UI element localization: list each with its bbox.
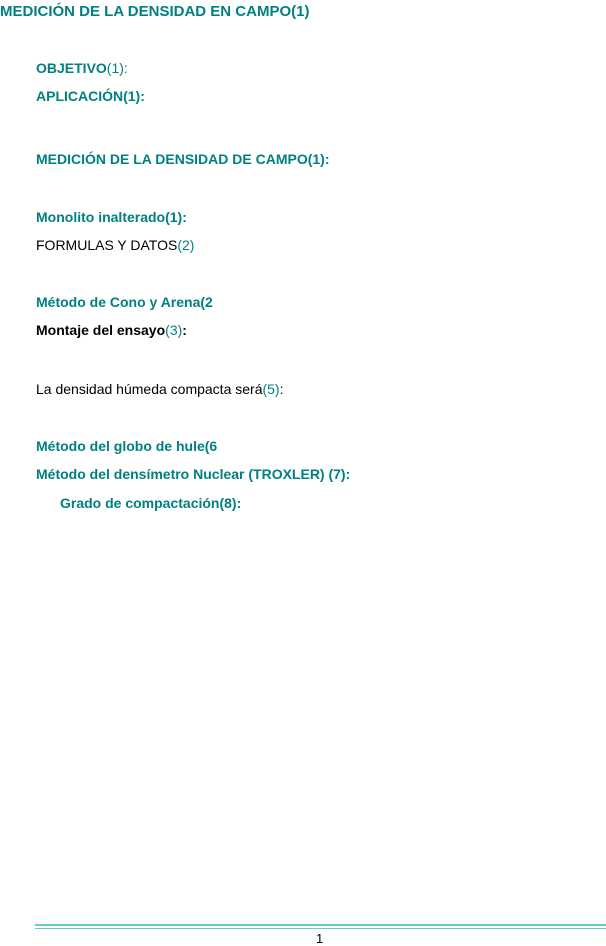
densimetro-heading: Método del densímetro Nuclear (TROXLER) (7): xyxy=(36,466,351,482)
grado-heading: Grado de compactación(8): xyxy=(60,495,242,511)
formulas-ref: (2) xyxy=(177,237,195,253)
footer-rule-thick xyxy=(35,924,606,926)
cono-arena-heading: Método de Cono y Arena(2 xyxy=(36,294,213,310)
densidad-humeda-colon: : xyxy=(279,381,284,397)
formulas-heading xyxy=(36,237,194,253)
document-title: MEDICIÓN DE LA DENSIDAD EN CAMPO(1) xyxy=(0,3,310,20)
densidad-humeda-ref: (5) xyxy=(262,381,280,397)
medicion-campo-heading: MEDICIÓN DE LA DENSIDAD DE CAMPO(1): xyxy=(36,151,330,167)
densidad-humeda-label: La densidad húmeda compacta será xyxy=(36,381,263,397)
densidad-humeda-text xyxy=(36,381,284,397)
formulas-label: FORMULAS Y DATOS xyxy=(36,237,178,253)
objetivo-ref: (1): xyxy=(106,60,128,76)
aplicacion-heading: APLICACIÓN(1): xyxy=(36,88,145,104)
monolito-heading: Monolito inalterado(1): xyxy=(36,209,187,225)
montaje-ref: (3) xyxy=(165,322,183,338)
montaje-colon: : xyxy=(182,322,187,338)
montaje-heading xyxy=(36,322,187,338)
montaje-label: Montaje del ensayo xyxy=(36,322,166,338)
page-number: 1 xyxy=(316,931,324,946)
footer-rule-thin xyxy=(35,928,606,929)
objetivo-label: OBJETIVO xyxy=(36,60,107,76)
globo-hule-heading: Método del globo de hule(6 xyxy=(36,438,218,454)
objetivo-heading xyxy=(36,60,128,76)
